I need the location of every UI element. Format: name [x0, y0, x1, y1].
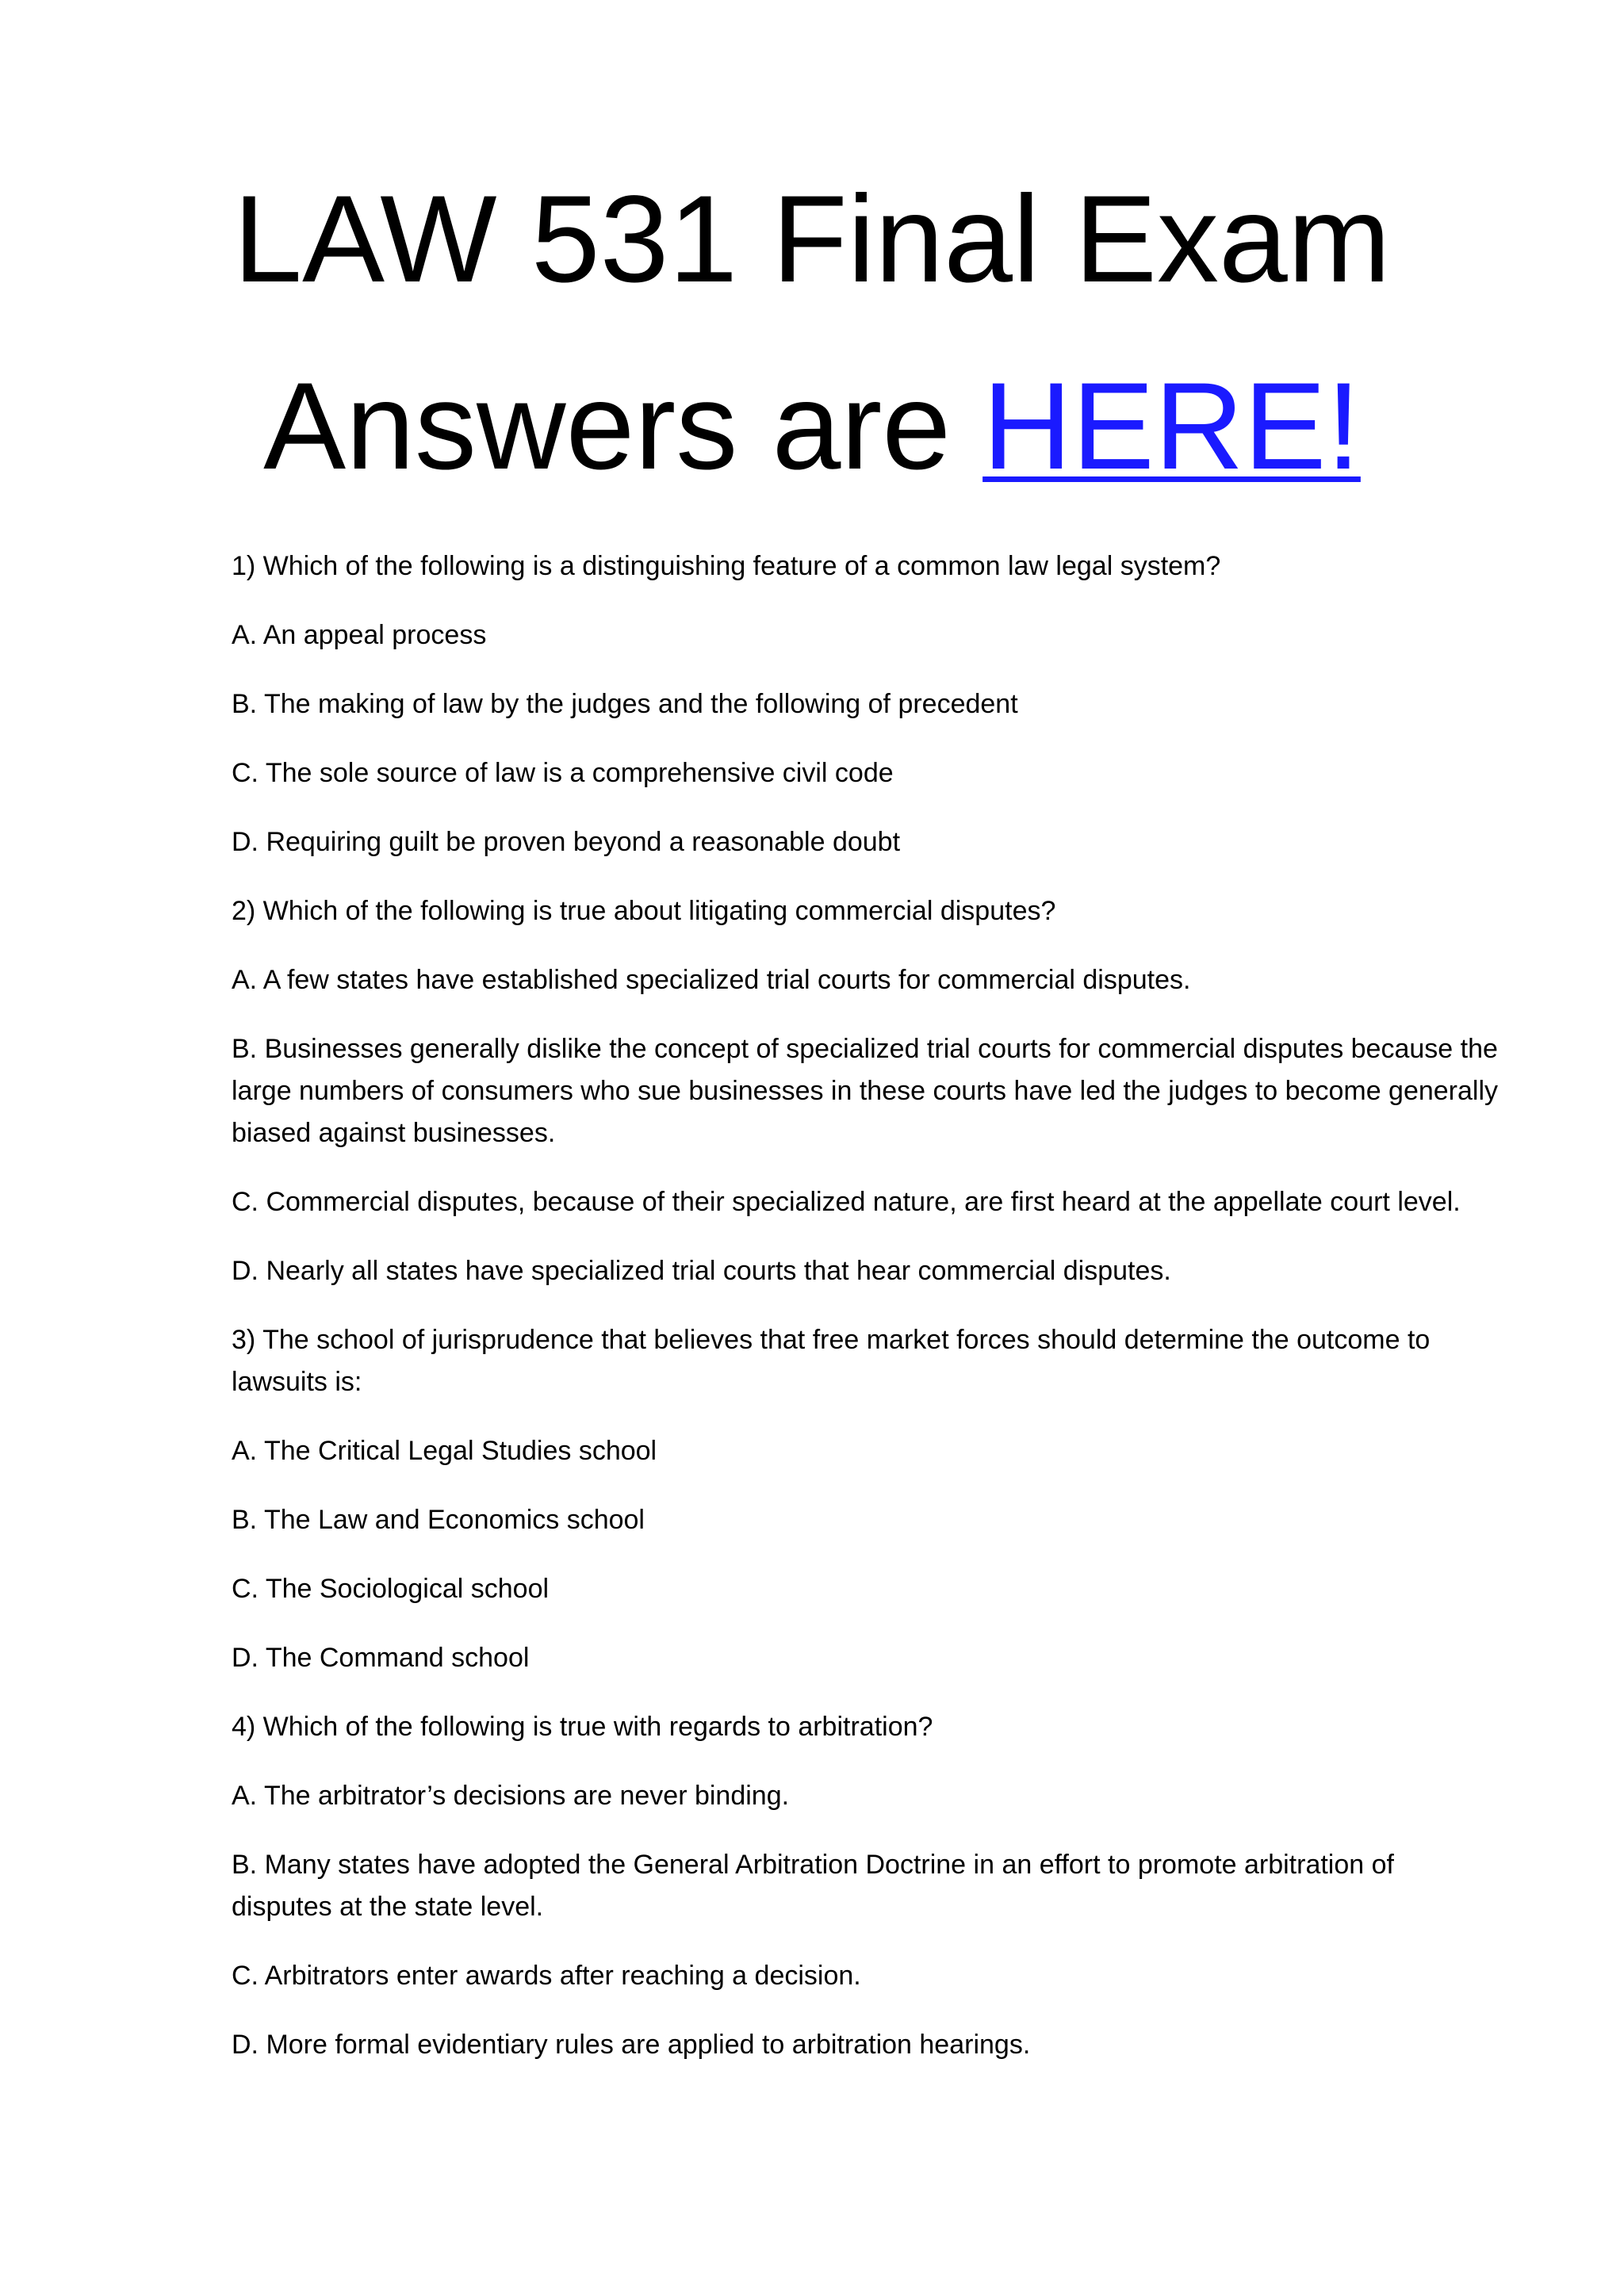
- answer-option: A. The arbitrator’s decisions are never binding.: [232, 1781, 790, 1811]
- answer-option: A. The Critical Legal Studies school: [232, 1436, 657, 1466]
- question-text: 2) Which of the following is true about litigating commercial disputes?: [232, 896, 1056, 926]
- answer-option: B. The making of law by the judges and the following of precedent: [232, 689, 1018, 719]
- answer-option: A. A few states have established specialized trial courts for commercial disputes.: [232, 965, 1191, 995]
- answer-option: D. More formal evidentiary rules are applied to arbitration hearings.: [232, 2030, 1031, 2060]
- page-title: LAW 531 Final Exam: [233, 170, 1391, 308]
- answer-option: C. The sole source of law is a comprehensive civil code: [232, 758, 894, 788]
- answers-are-text: Answers are: [263, 358, 952, 496]
- answer-option: D. Nearly all states have specialized trial courts that hear commercial disputes.: [232, 1256, 1171, 1286]
- answer-option: B. Many states have adopted the General Arbitration Doctrine in an effort to promote arbitration of disputes at the state level.: [232, 1850, 1394, 1922]
- answer-option: D. The Command school: [232, 1643, 530, 1673]
- question-text: 4) Which of the following is true with regards to arbitration?: [232, 1712, 933, 1742]
- answer-option: C. Commercial disputes, because of their specialized nature, are first heard at the appellate court level.: [232, 1187, 1461, 1217]
- question-text: 1) Which of the following is a distinguishing feature of a common law legal system?: [232, 551, 1221, 581]
- page-subtitle: [0, 358, 1624, 496]
- answer-option: A. An appeal process: [232, 620, 487, 650]
- question-text: 3) The school of jurisprudence that believes that free market forces should determine the outcome to lawsuits is:: [232, 1325, 1431, 1397]
- answer-option: C. Arbitrators enter awards after reaching a decision.: [232, 1961, 861, 1991]
- answer-option: B. Businesses generally dislike the concept of specialized trial courts for commercial disputes because the large numbers of consumers who sue businesses in these courts have led the judges to become generally biased against businesses.: [232, 1034, 1499, 1148]
- answer-option: C. The Sociological school: [232, 1574, 550, 1604]
- answer-option: B. The Law and Economics school: [232, 1505, 645, 1535]
- question-list: [232, 545, 1500, 2093]
- here-link[interactable]: HERE!: [982, 358, 1361, 496]
- answer-option: D. Requiring guilt be proven beyond a reasonable doubt: [232, 827, 901, 857]
